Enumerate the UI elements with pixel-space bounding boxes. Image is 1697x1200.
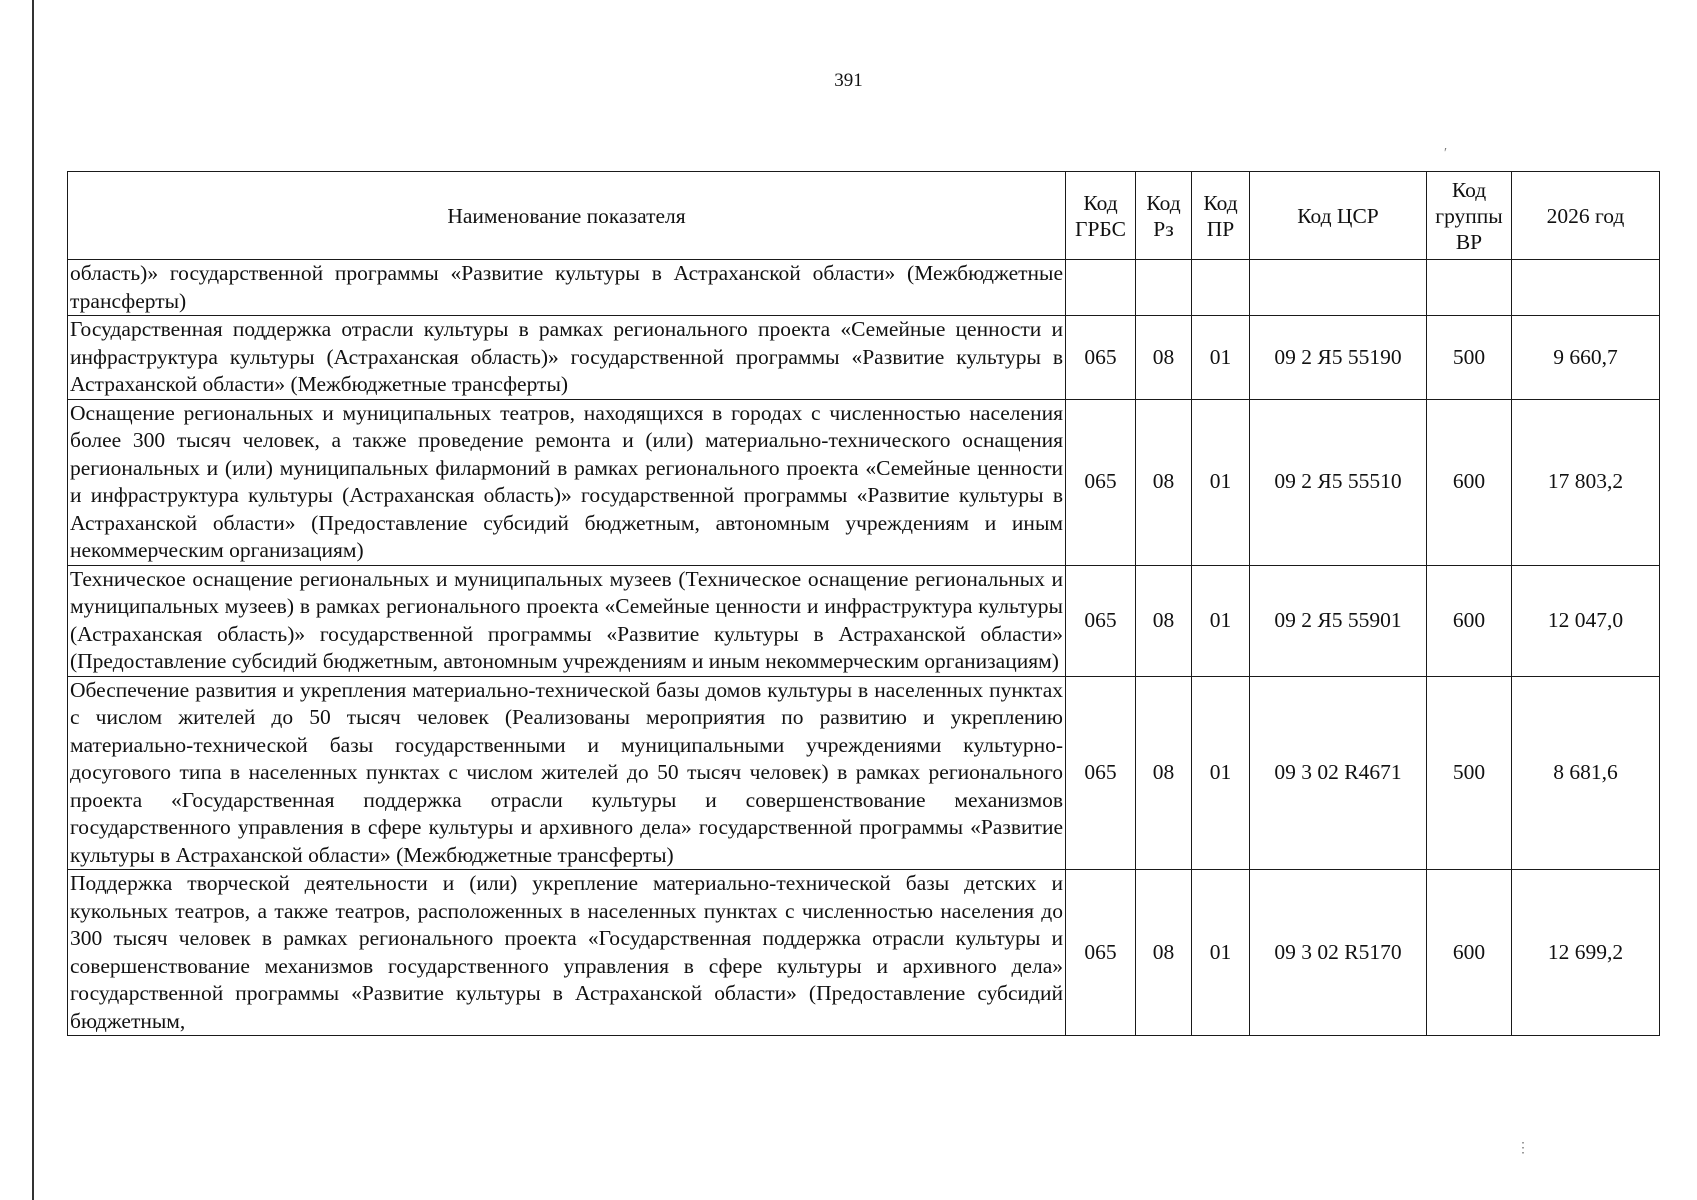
row-grbs: 065 [1066, 676, 1136, 870]
row-grbs: 065 [1066, 565, 1136, 676]
row-name: Оснащение региональных и муниципальных театров, находящихся в городах с численностью населения более 300 тысяч человек, а также проведение ремонта и (или) материально-технического оснащения региональных и (или) муниципальных филармоний в рамках регионального проекта «Семейные ценности и инфраструктура культуры (Астраханская область)» государственной программы «Развитие культуры в Астраханской области» (Предоставление субсидий бюджетным, автономным учреждениям и иным некоммерческим организациям) [68, 399, 1066, 565]
row-name: Техническое оснащение региональных и муниципальных музеев (Техническое оснащение региональных и муниципальных музеев) в рамках регионального проекта «Семейные ценности и инфраструктура культуры (Астраханская область)» государственной программы «Развитие культуры в Астраханской области» (Предоставление субсидий бюджетным, автономным учреждениям и иным некоммерческим организациям) [68, 565, 1066, 676]
row-grbs: 065 [1066, 870, 1136, 1036]
header-grbs: Код ГРБС [1066, 172, 1136, 260]
row-name: область)» государственной программы «Развитие культуры в Астраханской области» (Межбюджетные трансферты) [68, 260, 1066, 316]
row-csr: 09 3 02 R4671 [1250, 676, 1427, 870]
row-amount: 17 803,2 [1512, 399, 1660, 565]
row-pr [1192, 260, 1250, 316]
row-amount: 12 699,2 [1512, 870, 1660, 1036]
header-rz: Код Рз [1136, 172, 1192, 260]
table-row [68, 565, 1660, 676]
header-csr: Код ЦСР [1250, 172, 1427, 260]
row-csr [1250, 260, 1427, 316]
row-rz: 08 [1136, 565, 1192, 676]
row-vr [1427, 260, 1512, 316]
scan-edge-line [32, 0, 34, 1200]
table-row [68, 399, 1660, 565]
row-vr: 600 [1427, 565, 1512, 676]
row-name: Государственная поддержка отрасли культуры в рамках регионального проекта «Семейные ценности и инфраструктура культуры (Астраханская область)» государственной программы «Развитие культуры в Астраханской области» (Межбюджетные трансферты) [68, 316, 1066, 400]
row-grbs: 065 [1066, 316, 1136, 400]
row-csr: 09 2 Я5 55901 [1250, 565, 1427, 676]
scan-speck: ′ [1444, 146, 1448, 161]
row-rz: 08 [1136, 399, 1192, 565]
row-csr: 09 2 Я5 55190 [1250, 316, 1427, 400]
row-rz: 08 [1136, 676, 1192, 870]
row-pr: 01 [1192, 316, 1250, 400]
table-row [68, 870, 1660, 1036]
row-csr: 09 3 02 R5170 [1250, 870, 1427, 1036]
table-row [68, 316, 1660, 400]
row-name: Поддержка творческой деятельности и (или) укрепление материально-технической базы детских и кукольных театров, а также театров, расположенных в населенных пунктах с численностью населения до 300 тысяч человек в рамках регионального проекта «Государственная поддержка отрасли культуры и совершенствование механизмов государственного управления в сфере культуры и архивного дела» государственной программы «Развитие культуры в Астраханской области» (Предоставление субсидий бюджетным, [68, 870, 1066, 1036]
row-amount: 12 047,0 [1512, 565, 1660, 676]
table-row [68, 676, 1660, 870]
row-grbs [1066, 260, 1136, 316]
table-header-row [68, 172, 1660, 260]
row-rz: 08 [1136, 316, 1192, 400]
row-pr: 01 [1192, 676, 1250, 870]
row-name: Обеспечение развития и укрепления материально-технической базы домов культуры в населенных пунктах с числом жителей до 50 тысяч человек (Реализованы мероприятия по развитию и укреплению материально-технической базы государственными и муниципальными учреждениями культурно-досугового типа в населенных пунктах с числом жителей до 50 тысяч человек) в рамках регионального проекта «Государственная поддержка отрасли культуры и совершенствование механизмов государственного управления в сфере культуры и архивного дела» государственной программы «Развитие культуры в Астраханской области» (Межбюджетные трансферты) [68, 676, 1066, 870]
table-row [68, 260, 1660, 316]
budget-table [67, 171, 1660, 1036]
page-number: 391 [834, 70, 863, 91]
row-rz [1136, 260, 1192, 316]
row-vr: 500 [1427, 316, 1512, 400]
row-amount: 8 681,6 [1512, 676, 1660, 870]
header-name: Наименование показателя [68, 172, 1066, 260]
row-grbs: 065 [1066, 399, 1136, 565]
header-vr: Код группы ВР [1427, 172, 1512, 260]
row-vr: 500 [1427, 676, 1512, 870]
scan-speck: ⋮ [1516, 1141, 1530, 1156]
row-amount: 9 660,7 [1512, 316, 1660, 400]
header-year: 2026 год [1512, 172, 1660, 260]
row-pr: 01 [1192, 870, 1250, 1036]
header-pr: Код ПР [1192, 172, 1250, 260]
row-pr: 01 [1192, 399, 1250, 565]
row-csr: 09 2 Я5 55510 [1250, 399, 1427, 565]
row-vr: 600 [1427, 399, 1512, 565]
row-vr: 600 [1427, 870, 1512, 1036]
row-pr: 01 [1192, 565, 1250, 676]
row-rz: 08 [1136, 870, 1192, 1036]
row-amount [1512, 260, 1660, 316]
